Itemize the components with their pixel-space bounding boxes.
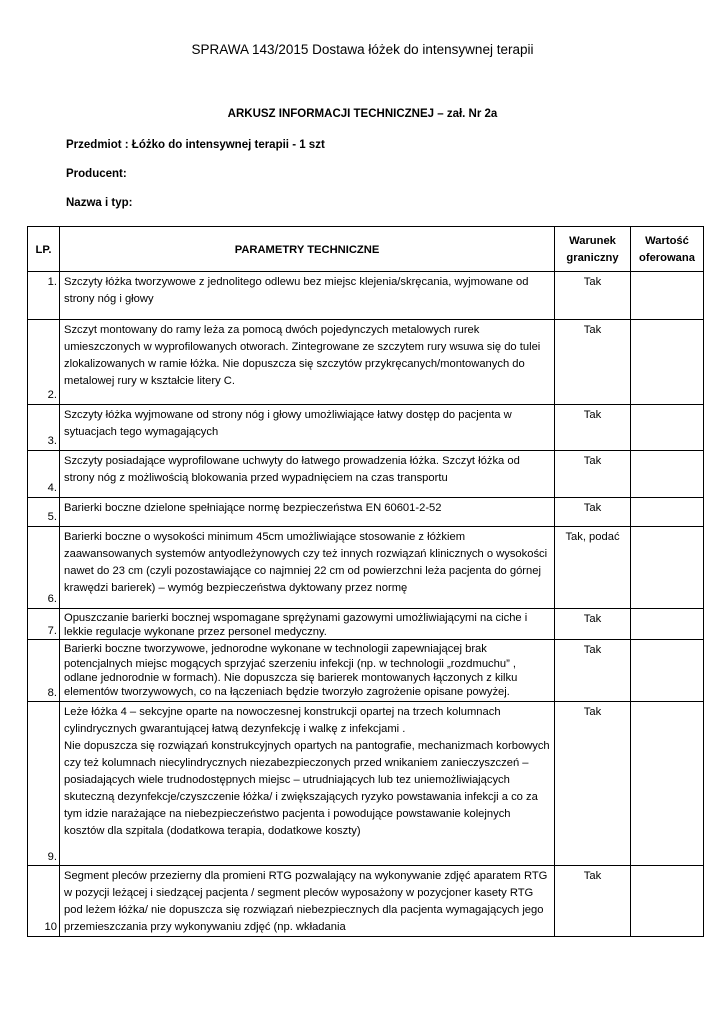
row-offered-value[interactable] [631, 866, 704, 937]
technical-parameters-table [27, 226, 704, 937]
row-text: Leże łóżka 4 – sekcyjne oparte na nowoczesnej konstrukcji opartej na trzech kolumnach cylindrycznych gwarantującej łatwą dezynfekcję i walkę z infekcjami . Nie dopuszcza się rozwiązań konstrukcyjnych opartych na pantografie, mechanizmach korbowych czy też kolumnach niecylindrycznych niezabezpieczonych przed wnikaniem zanieczyszczeń – posiadających wiele trudnodostępnych miejsc – utrudniających lub tez uniemożliwiających skuteczną dezynfekcje/czyszczenie łóżka/ i zwiększających ryzyko powstawania infekcji a co za tym idzie narażające na niebezpieczeństwo pacjenta i powodujące powstawanie kolejnych kosztów dla szpitala (dodatkowa terapia, dodatkowe koszty) [60, 702, 555, 866]
row-text: Szczyty łóżka wyjmowane od strony nóg i głowy umożliwiające łatwy dostęp do pacjenta w sytuacjach tego wymagających [60, 405, 555, 451]
row-text: Opuszczanie barierki bocznej wspomagane sprężynami gazowymi umożliwiającymi na ciche i lekkie regulacje wykonane przez personel medyczny. [60, 609, 555, 640]
table-row [28, 866, 704, 937]
row-offered-value[interactable] [631, 609, 704, 640]
table-row [28, 609, 704, 640]
row-text: Szczyty posiadające wyprofilowane uchwyty do łatwego prowadzenia łóżka. Szczyt łóżka od strony nóg z możliwością blokowania przed wypadnięciem na czas transportu [60, 451, 555, 498]
name-type-line: Nazwa i typ: [66, 197, 133, 209]
row-condition: Tak [555, 405, 631, 451]
subject-line: Przedmiot : Łóżko do intensywnej terapii - 1 szt [66, 139, 325, 151]
row-text [60, 866, 555, 937]
row-offered-value[interactable] [631, 640, 704, 702]
row-number: 1. [28, 272, 60, 320]
row-number: 10 [28, 866, 60, 937]
row-number: 5. [28, 498, 60, 527]
row-condition: Tak [555, 498, 631, 527]
row-number: 7. [28, 609, 60, 640]
table-row [28, 498, 704, 527]
header-offered: Wartość oferowana [631, 227, 704, 272]
header-condition: Warunek graniczny [555, 227, 631, 272]
row-number: 4. [28, 451, 60, 498]
header-lp: LP. [28, 227, 60, 272]
row-condition: Tak [555, 866, 631, 937]
row-number: 6. [28, 527, 60, 609]
table-row [28, 272, 704, 320]
row-condition: Tak [555, 451, 631, 498]
row-text-clip: Segment pleców przezierny dla promieni RTG pozwalający na wykonywanie zdjęć aparatem RTG w pozycji leżącej i siedzącej pacjenta / segment pleców wyposażony w pozycjoner kasety RTG pod leżem łóżka/ nie dopuszcza się rozwiązań niebezpiecznych dla pacjenta wymagających jego przemieszczania przy wykonywaniu zdjęć (np. wkładania [64, 870, 548, 934]
row-offered-value[interactable] [631, 498, 704, 527]
table-row [28, 405, 704, 451]
row-condition: Tak [555, 702, 631, 866]
row-condition: Tak, podać [555, 527, 631, 609]
row-text: Barierki boczne tworzywowe, jednorodne wykonane w technologii zapewniającej brak potencjalnych miejsc mogących sprzyjać szerzeniu infekcji (np. w technologii „rozdmuchu” , odlane jednorodnie w formach). Nie dopuszcza się barierek montowanych łączonych z kilku elementów tworzywowych, co na łączeniach będzie tworzyło zagrożenie opisane powyżej. [60, 640, 555, 702]
row-condition: Tak [555, 640, 631, 702]
case-header: SPRAWA 143/2015 Dostawa łóżek do intensywnej terapii [191, 42, 534, 57]
producer-line: Producent: [66, 168, 127, 180]
row-offered-value[interactable] [631, 272, 704, 320]
row-offered-value[interactable] [631, 320, 704, 405]
table-row [28, 527, 704, 609]
row-condition: Tak [555, 272, 631, 320]
row-condition: Tak [555, 320, 631, 405]
table-row [28, 702, 704, 866]
table-row [28, 451, 704, 498]
row-offered-value[interactable] [631, 702, 704, 866]
row-number: 3. [28, 405, 60, 451]
row-condition: Tak [555, 609, 631, 640]
document-title: ARKUSZ INFORMACJI TECHNICZNEJ – zał. Nr 2a [227, 108, 498, 120]
table-header-row [28, 227, 704, 272]
row-text: Szczyty łóżka tworzywowe z jednolitego odlewu bez miejsc klejenia/skręcania, wyjmowane od strony nóg i głowy [60, 272, 555, 320]
row-number: 2. [28, 320, 60, 405]
row-number: 9. [28, 702, 60, 866]
row-text: Szczyt montowany do ramy leża za pomocą dwóch pojedynczych metalowych rurek umieszczonych w wyprofilowanych otworach. Zintegrowane ze szczytem rury wsuwa się do tulei zlokalizowanych w ramie łóżka. Nie dopuszcza się szczytów przykręcanych/montowanych do metalowej rury w kształcie litery C. [60, 320, 555, 405]
row-number: 8. [28, 640, 60, 702]
header-params: PARAMETRY TECHNICZNE [60, 227, 555, 272]
table-row [28, 640, 704, 702]
row-offered-value[interactable] [631, 451, 704, 498]
row-offered-value[interactable] [631, 527, 704, 609]
row-text: Barierki boczne o wysokości minimum 45cm umożliwiające stosowanie z łóżkiem zaawansowanych systemów antyodleżynowych czy też innych rozwiązań klinicznych o wysokości nawet do 23 cm (czyli pozostawiające co najmniej 22 cm od powierzchni leża pacjenta do górnej krawędzi barierek) – wymóg bezpieczeństwa dyktowany przez normę [60, 527, 555, 609]
row-offered-value[interactable] [631, 405, 704, 451]
row-text: Barierki boczne dzielone spełniające normę bezpieczeństwa EN 60601-2-52 [60, 498, 555, 527]
table-row [28, 320, 704, 405]
